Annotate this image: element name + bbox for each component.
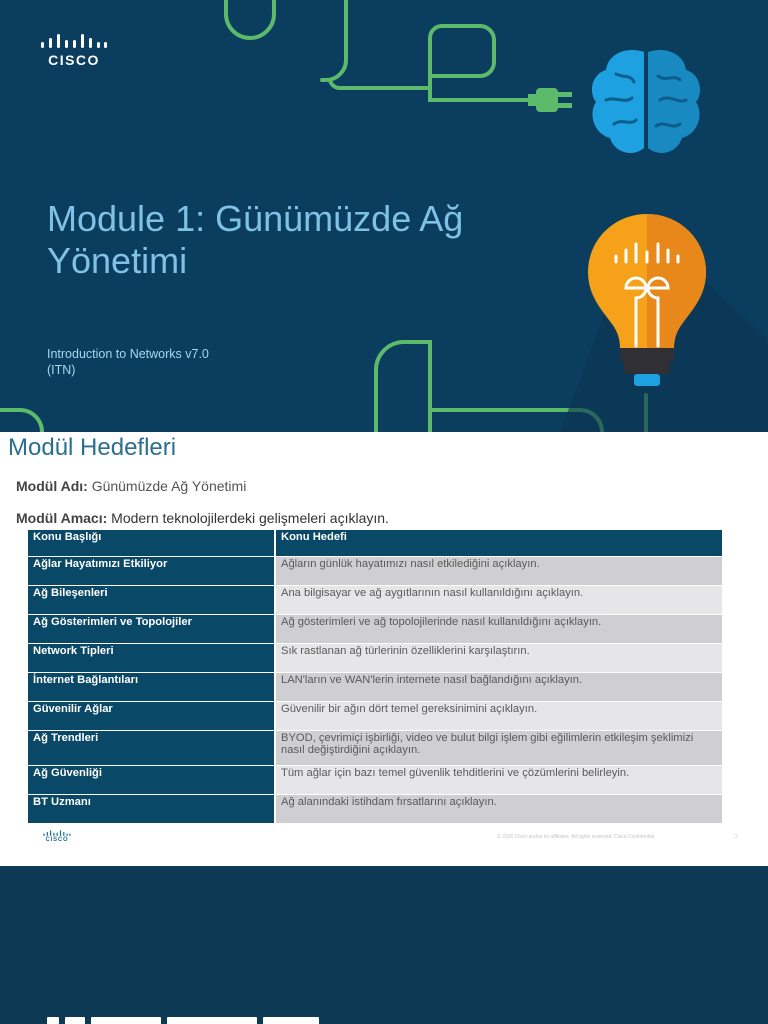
footer-page-number: 2: [735, 834, 738, 840]
topic-cell: Network Tipleri: [28, 644, 276, 672]
slide-title: Module 1: Günümüzde Ağ Yönetimi: [47, 198, 464, 281]
table-row: [28, 644, 722, 672]
objectives-title: Modül Hedefleri: [8, 434, 177, 461]
module-goal-value: Modern teknolojilerdeki gelişmeleri açıklayın.: [111, 510, 389, 526]
module-name-line: [16, 478, 246, 494]
topic-cell: Güvenilir Ağlar: [28, 702, 276, 730]
footer-logo-text: CISCO: [45, 837, 69, 843]
lightbulb-icon: [586, 212, 708, 392]
table-row: [28, 615, 722, 643]
topic-cell: Ağ Güvenliği: [28, 766, 276, 794]
module-name-label: Modül Adı:: [16, 478, 88, 494]
topic-cell: Ağlar Hayatımızı Etkiliyor: [28, 557, 276, 585]
next-slide-partial: [0, 866, 768, 1024]
table-row: [28, 586, 722, 614]
cisco-bridge-icon: [40, 34, 108, 50]
table-row: [28, 795, 722, 823]
objectives-table: [28, 529, 722, 824]
goal-cell: Ağların günlük hayatımızı nasıl etkilediğini açıklayın.: [276, 557, 722, 585]
table-row: [28, 702, 722, 730]
table-row: [28, 673, 722, 701]
goal-cell: LAN'ların ve WAN'lerin internete nasıl bağlandığını açıklayın.: [276, 673, 722, 701]
cut-off-title-text: [47, 1014, 467, 1024]
goal-cell: Ağ gösterimleri ve ağ topolojilerinde nasıl kullanıldığını açıklayın.: [276, 615, 722, 643]
subtitle-line-1: Introduction to Networks v7.0: [47, 347, 209, 361]
footer-cisco-logo: [43, 830, 71, 843]
goal-cell: Sık rastlanan ağ türlerinin özelliklerini karşılaştırın.: [276, 644, 722, 672]
plug-icon: [528, 84, 584, 116]
table-header-row: [28, 530, 722, 556]
topic-cell: İnternet Bağlantıları: [28, 673, 276, 701]
subtitle-line-2: (ITN): [47, 363, 76, 377]
table-row: [28, 557, 722, 585]
cisco-logo: [40, 34, 108, 68]
goal-cell: Tüm ağlar için bazı temel güvenlik tehditlerini ve çözümlerini belirleyin.: [276, 766, 722, 794]
module-goal-line: [16, 510, 389, 526]
topic-cell: Ağ Gösterimleri ve Topolojiler: [28, 615, 276, 643]
goal-cell: Güvenilir bir ağın dört temel gereksinimini açıklayın.: [276, 702, 722, 730]
module-goal-label: Modül Amacı:: [16, 510, 108, 526]
topic-cell: BT Uzmanı: [28, 795, 276, 823]
title-slide: [0, 0, 768, 432]
table-row: [28, 731, 722, 765]
table-row: [28, 766, 722, 794]
cisco-bridge-icon: [43, 830, 71, 837]
slide-subtitle: [47, 346, 347, 378]
footer-copyright: © 2016 Cisco and/or its affiliates. All rights reserved. Cisco Confidential: [497, 834, 655, 840]
topic-cell: Ağ Bileşenleri: [28, 586, 276, 614]
goal-cell: Ağ alanındaki istihdam fırsatlarını açıklayın.: [276, 795, 722, 823]
topic-cell: Ağ Trendleri: [28, 731, 276, 765]
cisco-logo-text: CISCO: [48, 52, 100, 68]
header-goal: Konu Hedefi: [276, 530, 722, 556]
brain-icon: [586, 44, 706, 160]
objectives-slide: [0, 432, 768, 866]
goal-cell: Ana bilgisayar ve ağ aygıtlarının nasıl kullanıldığını açıklayın.: [276, 586, 722, 614]
module-name-value: Günümüzde Ağ Yönetimi: [91, 478, 247, 494]
goal-cell: BYOD, çevrimiçi işbirliği, video ve bulut bilgi işlem gibi eğilimlerin etkileşim şeklimizi nasıl değiştirdiğini açıklayın.: [276, 731, 722, 765]
header-topic: Konu Başlığı: [28, 530, 276, 556]
